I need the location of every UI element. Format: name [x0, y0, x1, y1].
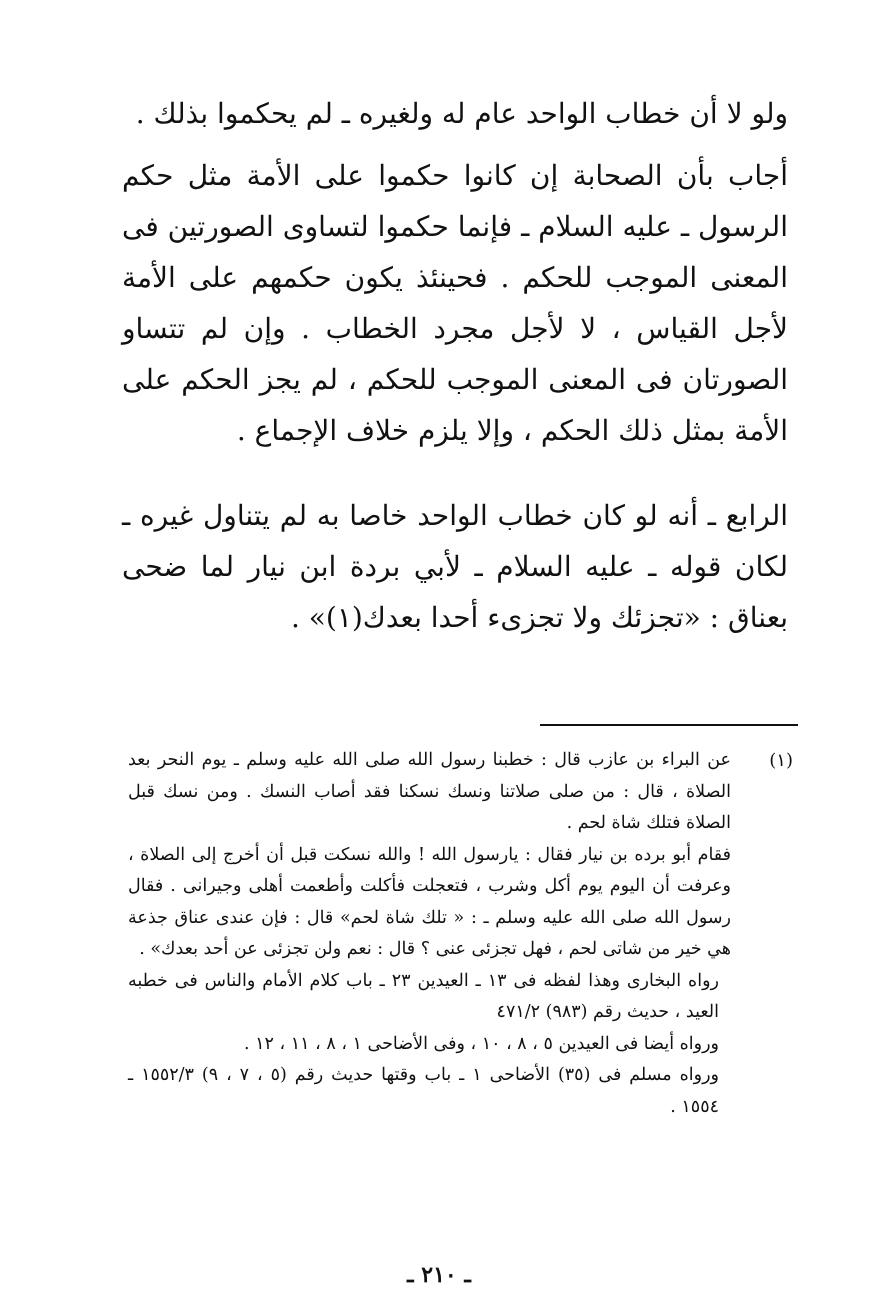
main-paragraph-1	[122, 88, 788, 139]
main-paragraph-3	[122, 490, 788, 643]
paragraph-text: أجاب بأن الصحابة إن كانوا حكموا على الأمة مثل حكم الرسول ـ عليه السلام ـ فإنما حكموا لتساوى الصورتين فى المعنى الموجب للحكم . فحينئذ يكون حكمهم على الأمة لأجل القياس ، لا لأجل مجرد الخطاب . وإن لم تتساو الصورتان فى المعنى الموجب للحكم ، لم يجز الحكم على الأمة بمثل ذلك الحكم ، وإلا يلزم خلاف الإجماع .	[122, 159, 788, 447]
paragraph-text: ولو لا أن خطاب الواحد عام له ولغيره ـ لم يحكموا بذلك .	[135, 97, 788, 130]
main-paragraph-2	[122, 150, 788, 456]
footnote-separator	[540, 724, 798, 726]
paragraph-text: الرابع ـ أنه لو كان خطاب الواحد خاصا به لم يتناول غيره ـ لكان قوله ـ عليه السلام ـ لأبي بردة ابن نيار لما ضحى بعناق : «تجزئك ولا تجزىء أحدا بعدك(١)» .	[122, 499, 788, 634]
footnote-1	[128, 745, 793, 1123]
footnote-line: فقام أبو برده بن نيار فقال : يارسول الله ! والله نسكت قبل أن أخرج إلى الصلاة ، وعرفت أن اليوم يوم أكل وشرب ، فتعجلت فأكلت وأطعمت أهلى وجيرانى . فقال رسول الله صلى الله عليه وسلم ـ : « تلك شاة لحم» قال : فإن عندى عناق جذعة هي خير من شاتى لحم ، فهل تجزئى عنى ؟ قال : نعم ولن تجزئى عن أحد بعدك» .	[128, 844, 731, 959]
footnote-line: ورواه مسلم فى (٣٥) الأضاحى ١ ـ باب وقتها حديث رقم (٥ ، ٧ ، ٩) ١٥٥٢/٣ ـ ١٥٥٤ .	[128, 1065, 719, 1117]
footnote-line: رواه البخارى وهذا لفظه فى ١٣ ـ العيدين ٢٣ ـ باب كلام الأمام والناس فى خطبه العيد ، حديث رقم (٩٨٣) ٤٧١/٢	[128, 970, 719, 1022]
footnote-marker: (١)	[769, 750, 793, 771]
page-number: ـ ٢١٠ ـ	[407, 1262, 471, 1288]
footnote-body	[128, 745, 731, 1123]
footnote-line: ورواه أيضا فى العيدين ٥ ، ٨ ، ١٠ ، وفى الأضاحى ١ ، ٨ ، ١١ ، ١٢ .	[244, 1033, 719, 1054]
footnote-line: عن البراء بن عازب قال : خطبنا رسول الله صلى الله عليه وسلم ـ يوم النحر بعد الصلاة ، قال : من صلى صلاتنا ونسك نسكنا فقد أصاب النسك . ومن نسك قبل الصلاة فتلك شاة لحم .	[128, 750, 731, 833]
footnotes-section	[128, 745, 793, 1123]
